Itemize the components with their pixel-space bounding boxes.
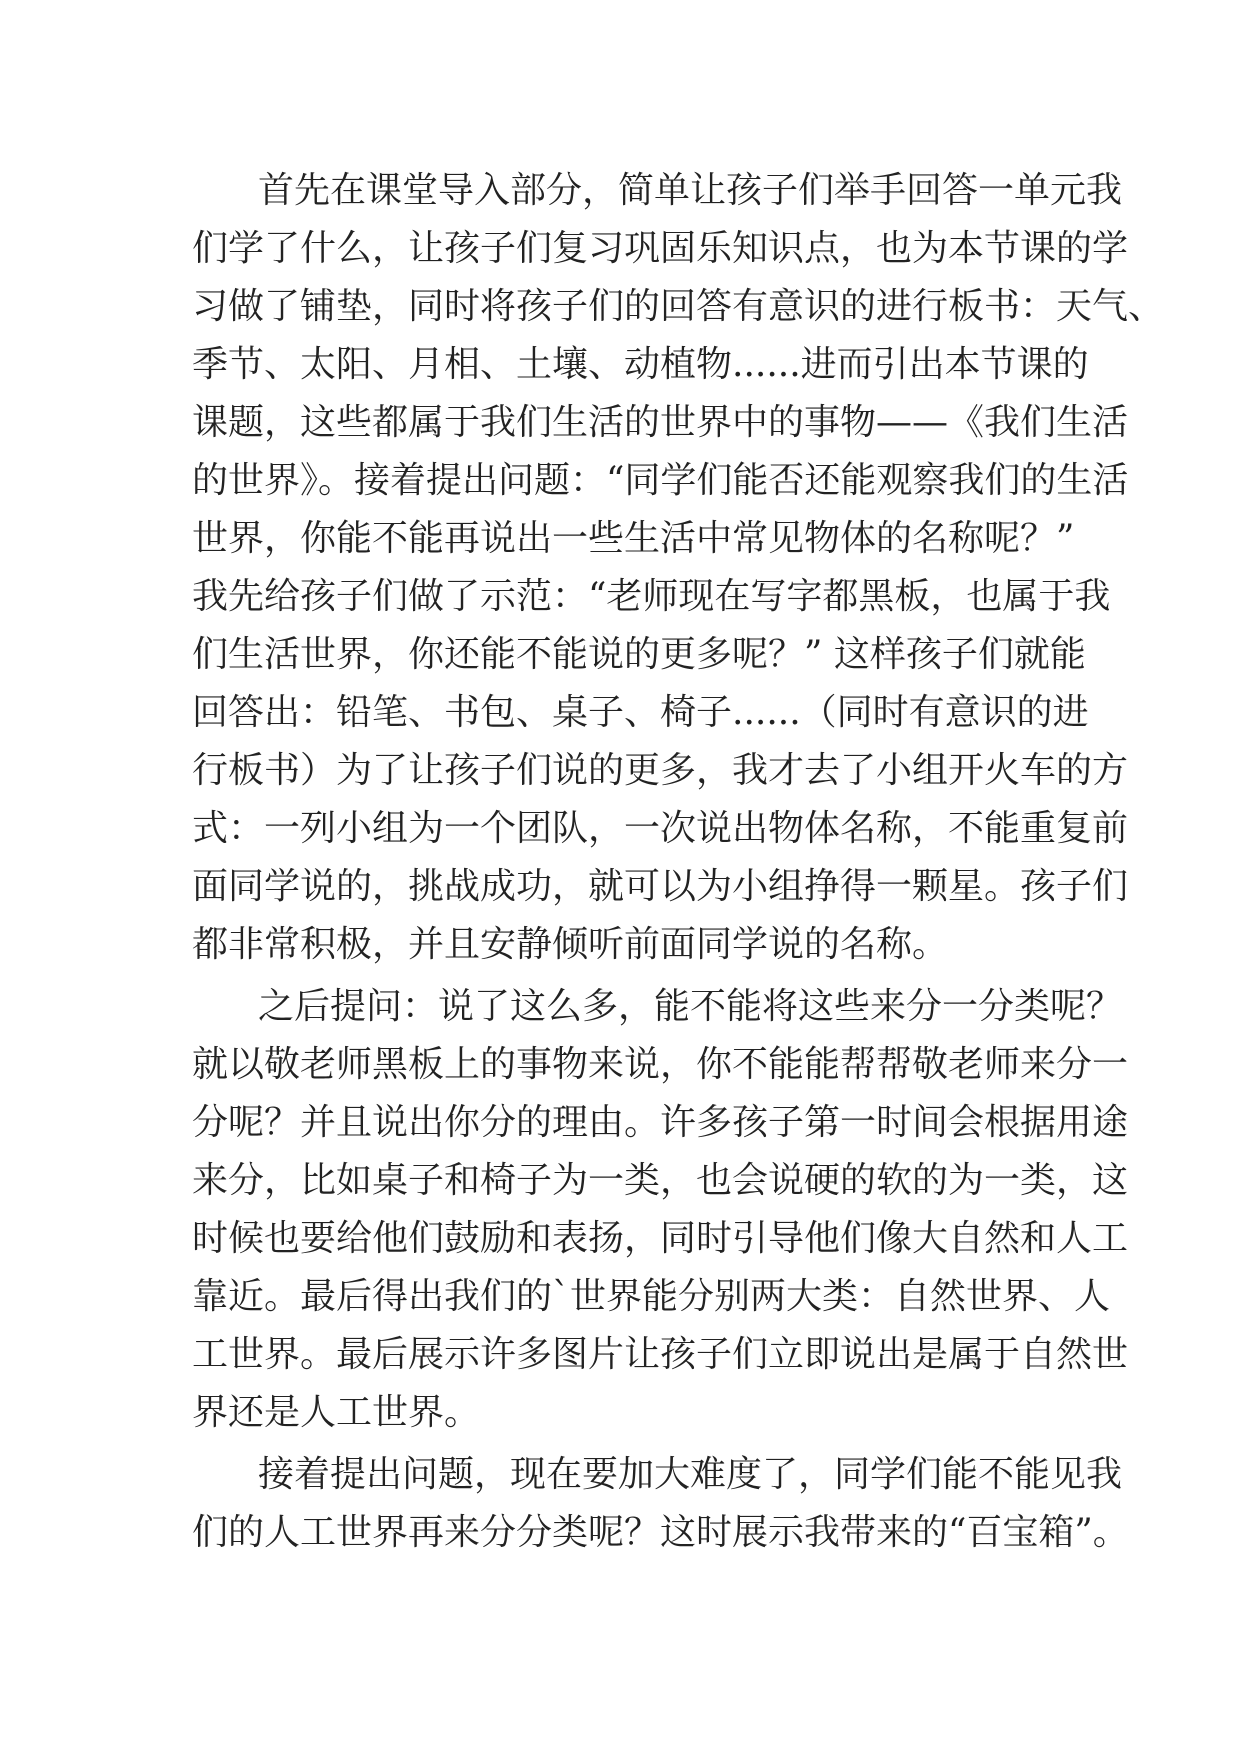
paragraph-1 <box>192 162 1165 974</box>
text-line: 们的人工世界再来分分类呢？这时展示我带来的“百宝箱”。 <box>192 1512 1129 1553</box>
text-line: 回答出：铅笔、书包、桌子、椅子......（同时有意识的进 <box>192 692 1089 733</box>
text-line: 接着提出问题，现在要加大难度了，同学们能不能见我 <box>258 1454 1123 1495</box>
text-line: 的世界》。接着提出问题：“同学们能否还能观察我们的生活 <box>192 460 1129 501</box>
paragraph-2 <box>192 978 1129 1442</box>
text-line: 来分，比如桌子和椅子为一类，也会说硬的软的为一类，这 <box>192 1160 1129 1201</box>
text-line: 课题，这些都属于我们生活的世界中的事物——《我们生活 <box>192 402 1129 443</box>
text-line: 首先在课堂导入部分，简单让孩子们举手回答一单元我 <box>258 170 1123 211</box>
text-line: 季节、太阳、月相、土壤、动植物......进而引出本节课的 <box>192 344 1089 385</box>
paragraph-3 <box>192 1446 1129 1562</box>
text-line: 面同学说的，挑战成功，就可以为小组挣得一颗星。孩子们 <box>192 866 1129 907</box>
text-line: 之后提问：说了这么多，能不能将这些来分一分类呢？ <box>258 986 1123 1027</box>
text-line: 行板书）为了让孩子们说的更多，我才去了小组开火车的方 <box>192 750 1129 791</box>
text-line: 们生活世界，你还能不能说的更多呢？” 这样孩子们就能 <box>192 634 1086 675</box>
text-line: 界还是人工世界。 <box>192 1392 481 1433</box>
text-line: 分呢？并且说出你分的理由。许多孩子第一时间会根据用途 <box>192 1102 1129 1143</box>
text-line: 工世界。最后展示许多图片让孩子们立即说出是属于自然世 <box>192 1334 1129 1375</box>
text-line: 时候也要给他们鼓励和表扬，同时引导他们像大自然和人工 <box>192 1218 1129 1259</box>
text-line: 都非常积极，并且安静倾听前面同学说的名称。 <box>192 924 949 965</box>
text-line: 我先给孩子们做了示范：“老师现在写字都黑板，也属于我 <box>192 576 1111 617</box>
text-line: 式：一列小组为一个团队，一次说出物体名称，不能重复前 <box>192 808 1129 849</box>
document-page <box>192 162 1165 1566</box>
text-line: 们学了什么，让孩子们复习巩固乐知识点，也为本节课的学 <box>192 228 1129 269</box>
text-line: 靠近。最后得出我们的`世界能分别两大类：自然世界、人 <box>192 1276 1111 1317</box>
text-line: 就以敬老师黑板上的事物来说，你不能能帮帮敬老师来分一 <box>192 1044 1129 1085</box>
text-line: 习做了铺垫，同时将孩子们的回答有意识的进行板书：天气、 <box>192 286 1165 327</box>
text-line: 世界，你能不能再说出一些生活中常见物体的名称呢？” <box>192 518 1075 559</box>
